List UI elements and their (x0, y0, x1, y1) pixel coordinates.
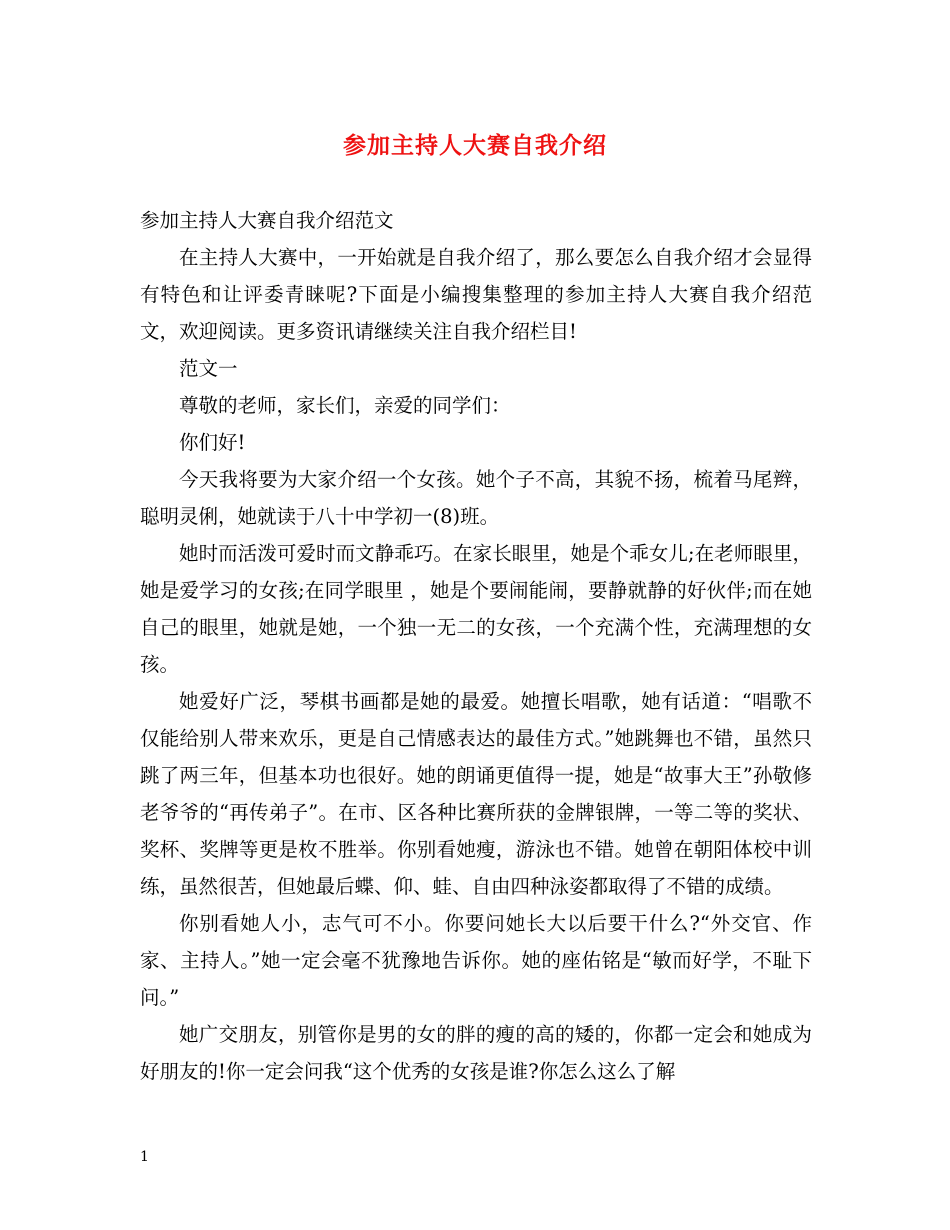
paragraph-personality: 她时而活泼可爱时而文静乖巧。在家长眼里，她是个乖女儿;在老师眼里，她是爱学习的女孩;在同学眼里 ，她是个要闹能闹，要静就静的好伙伴;而在她自己的眼里，她就是她，一个独一无二的女孩，一个充满个性，充满理想的女孩。 (140, 542, 812, 676)
page-number: 1 (140, 1149, 149, 1165)
paragraph-hobbies: 她爱好广泛，琴棋书画都是她的最爱。她擅长唱歌，她有话道：“唱歌不仅能给别人带来欢乐，更是自己情感表达的最佳方式。”她跳舞也不错，虽然只跳了两三年，但基本功也很好。她的朗诵更值得一提，她是“故事大王”孙敬修老爷爷的“再传弟子”。在市、区各种比赛所获的金牌银牌，一等二等的奖状、奖杯、奖牌等更是枚不胜举。你别看她瘦，游泳也不错。她曾在朝阳体校中训练，虽然很苦，但她最后蝶、仰、蛙、自由四种泳姿都取得了不错的成绩。 (140, 690, 812, 898)
paragraph-introduction: 今天我将要为大家介绍一个女孩。她个子不高，其貌不扬，梳着马尾辫，聪明灵俐，她就读于八十中学初一(8)班。 (140, 468, 812, 528)
paragraph-ambition: 你别看她人小，志气可不小。你要问她长大以后要干什么?“外交官、作家、主持人。”她一定会毫不犹豫地告诉你。她的座佑铭是“敏而好学，不耻下问。” (140, 912, 812, 1009)
paragraph-salutation: 尊敬的老师，家长们，亲爱的同学们： (179, 394, 511, 417)
document-title: 参加主持人大赛自我介绍 (343, 132, 607, 159)
document-subtitle: 参加主持人大赛自我介绍范文 (140, 209, 394, 232)
paragraph-heading-sample-one: 范文一 (179, 357, 238, 380)
paragraph-intro: 在主持人大赛中，一开始就是自我介绍了，那么要怎么自我介绍才会显得有特色和让评委青睐呢?下面是小编搜集整理的参加主持人大赛自我介绍范文，欢迎阅读。更多资讯请继续关注自我介绍栏目! (140, 246, 812, 343)
paragraph-friends: 她广交朋友，别管你是男的女的胖的瘦的高的矮的，你都一定会和她成为好朋友的!你一定会问我“这个优秀的女孩是谁?你怎么这么了解 (140, 1023, 812, 1083)
paragraph-greeting: 你们好! (179, 431, 246, 454)
document-body (140, 202, 812, 1090)
